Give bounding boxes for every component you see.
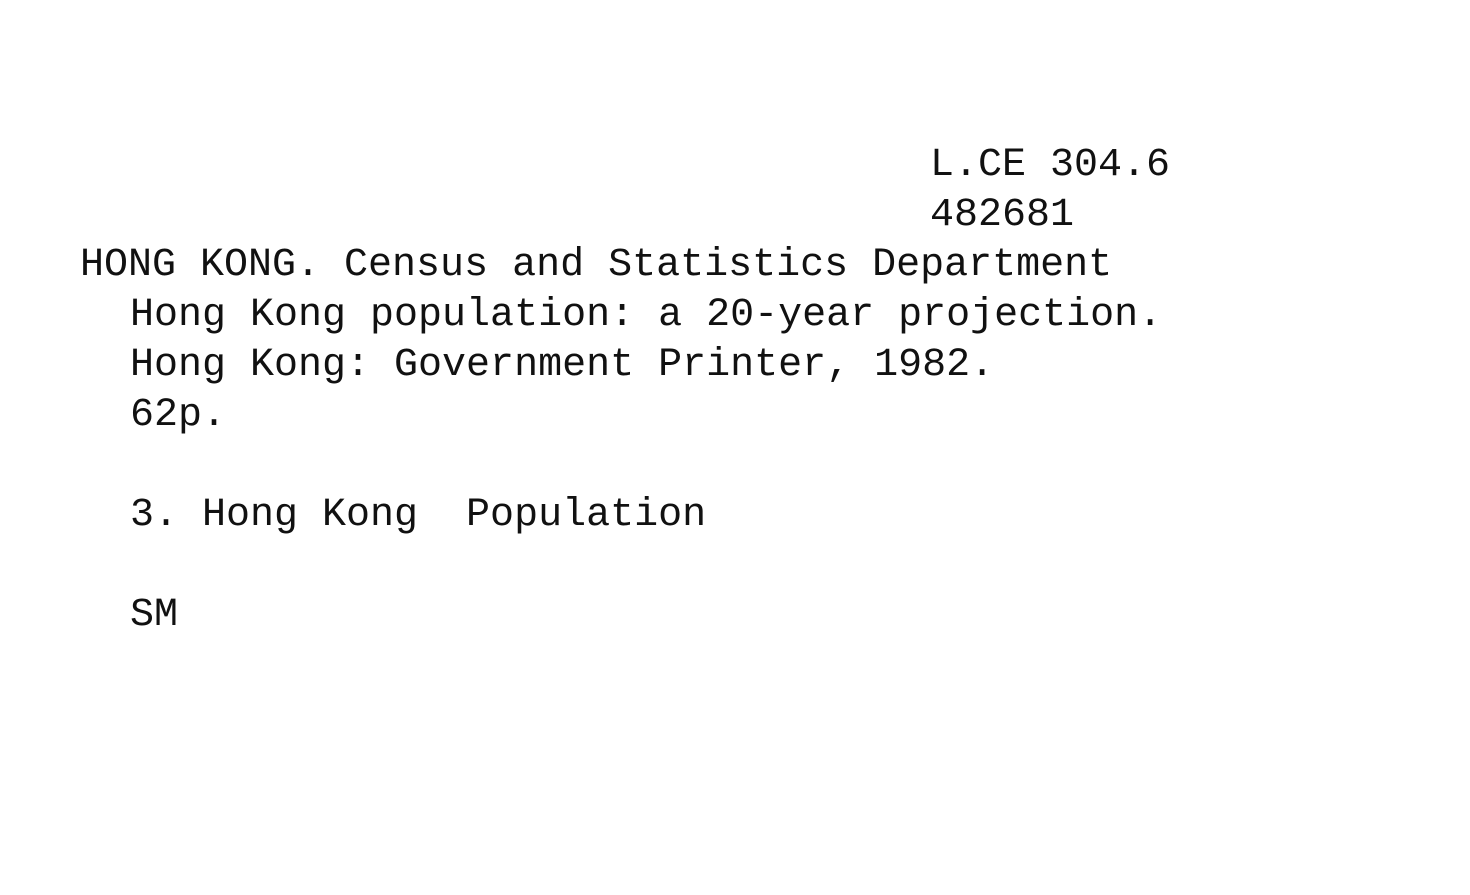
main-entry-heading: HONG KONG. Census and Statistics Department (80, 243, 1113, 288)
collation: 62p. (130, 393, 227, 438)
title-statement: Hong Kong population: a 20-year projection. (130, 293, 1163, 338)
accession-number: 482681 (930, 193, 1075, 238)
call-number: L.CE 304.6 (930, 143, 1171, 188)
imprint: Hong Kong: Government Printer, 1982. (130, 343, 995, 388)
subject-heading: 3. Hong Kong Population (130, 493, 707, 538)
cataloger-initials: SM (130, 593, 179, 638)
